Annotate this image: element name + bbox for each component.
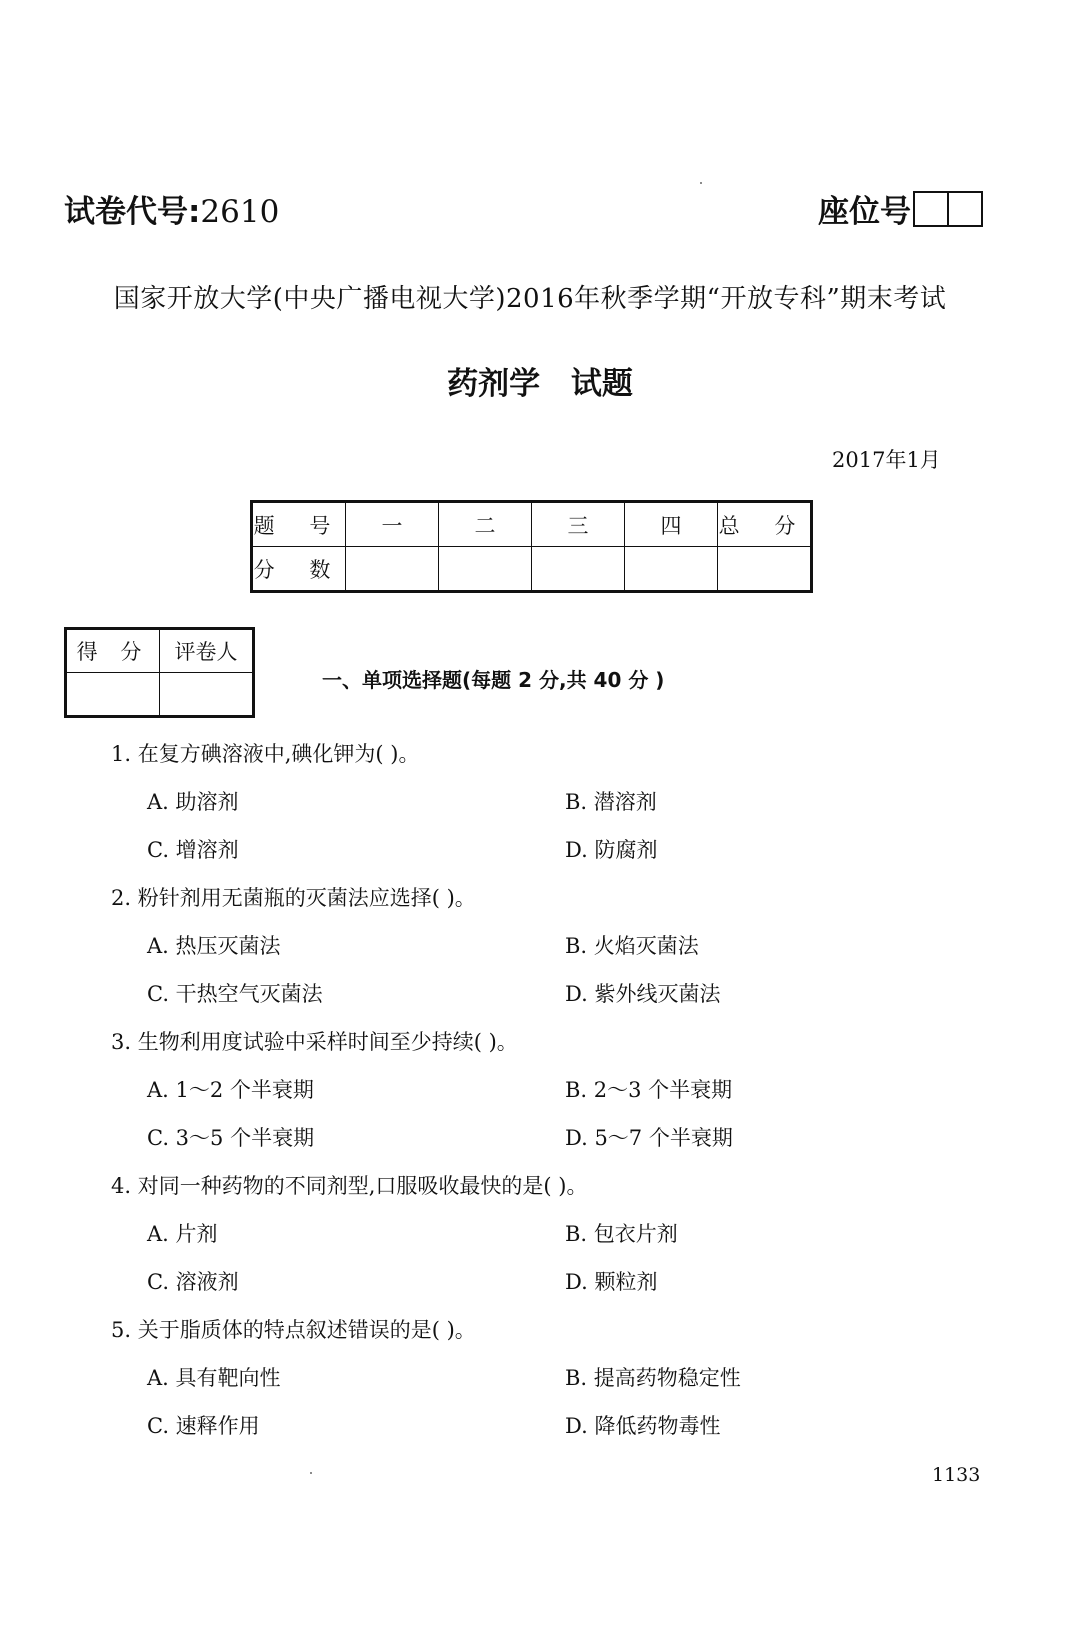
question-option: C. 溶液剂: [147, 1270, 239, 1294]
score-table-header-row: [252, 502, 812, 547]
question-option: C. 速释作用: [147, 1414, 260, 1438]
grader-table-header-row: [66, 629, 254, 673]
paper-code-label: 试卷代号:: [64, 194, 201, 230]
question-stem: 1. 在复方碘溶液中,碘化钾为( )。: [111, 742, 420, 766]
paper-code-number: 2610: [200, 194, 280, 230]
seat-number: [818, 186, 983, 231]
question-option: C. 3～5 个半衰期: [147, 1126, 315, 1150]
seat-box: [947, 193, 981, 225]
question-option: C. 增溶剂: [147, 838, 239, 862]
score-entry-cell: [346, 547, 439, 592]
grader-entry-cell: [66, 673, 160, 717]
question-option: A. 热压灭菌法: [147, 934, 281, 958]
question-stem: 3. 生物利用度试验中采样时间至少持续( )。: [111, 1030, 518, 1054]
grader-table: [64, 627, 255, 718]
score-table-cell: 分 数: [252, 547, 346, 592]
question-option: B. 2～3 个半衰期: [565, 1078, 733, 1102]
question-option: C. 干热空气灭菌法: [147, 982, 323, 1006]
page-number: 1133: [932, 1464, 981, 1486]
question-option: D. 防腐剂: [565, 838, 658, 862]
score-table-score-row: [252, 547, 812, 592]
seat-number-boxes: [913, 191, 983, 227]
grader-table-cell: 得 分: [66, 629, 160, 673]
question-option: D. 5～7 个半衰期: [565, 1126, 733, 1150]
question-stem: 2. 粉针剂用无菌瓶的灭菌法应选择( )。: [111, 886, 476, 910]
exam-header: 国家开放大学(中央广播电视大学)2016年秋季学期“开放专科”期末考试: [113, 284, 947, 314]
score-table-cell: 一: [346, 502, 439, 547]
score-table-cell: 题 号: [252, 502, 346, 547]
exam-date: 2017年1月: [832, 448, 941, 472]
score-entry-cell: [439, 547, 532, 592]
question-option: B. 潜溶剂: [565, 790, 657, 814]
scan-speck: [700, 182, 702, 184]
score-table-cell: 总 分: [718, 502, 812, 547]
score-entry-cell: [625, 547, 718, 592]
question-option: D. 紫外线灭菌法: [565, 982, 721, 1006]
score-table-cell: 三: [532, 502, 625, 547]
grader-table-entry-row: [66, 673, 254, 717]
score-table-cell: 四: [625, 502, 718, 547]
question-option: B. 火焰灭菌法: [565, 934, 699, 958]
section-title: 一、单项选择题(每题 2 分,共 40 分 ): [322, 668, 665, 692]
question-option: B. 包衣片剂: [565, 1222, 678, 1246]
paper-code: [64, 186, 279, 231]
score-table-cell: 二: [439, 502, 532, 547]
question-option: A. 助溶剂: [147, 790, 239, 814]
question-option: B. 提高药物稳定性: [565, 1366, 741, 1390]
question-option: A. 具有靶向性: [147, 1366, 281, 1390]
seat-box: [915, 193, 947, 225]
grader-entry-cell: [160, 673, 254, 717]
question-option: A. 1～2 个半衰期: [147, 1078, 314, 1102]
question-stem: 5. 关于脂质体的特点叙述错误的是( )。: [111, 1318, 476, 1342]
question-stem: 4. 对同一种药物的不同剂型,口服吸收最快的是( )。: [111, 1174, 588, 1198]
exam-title: 药剂学 试题: [447, 366, 633, 402]
question-option: D. 颗粒剂: [565, 1270, 658, 1294]
score-entry-cell: [718, 547, 812, 592]
grader-table-cell: 评卷人: [160, 629, 254, 673]
question-option: A. 片剂: [147, 1222, 218, 1246]
question-option: D. 降低药物毒性: [565, 1414, 721, 1438]
score-table: [250, 500, 813, 593]
scan-speck: [310, 1472, 312, 1474]
score-entry-cell: [532, 547, 625, 592]
seat-label: 座位号: [818, 194, 911, 230]
